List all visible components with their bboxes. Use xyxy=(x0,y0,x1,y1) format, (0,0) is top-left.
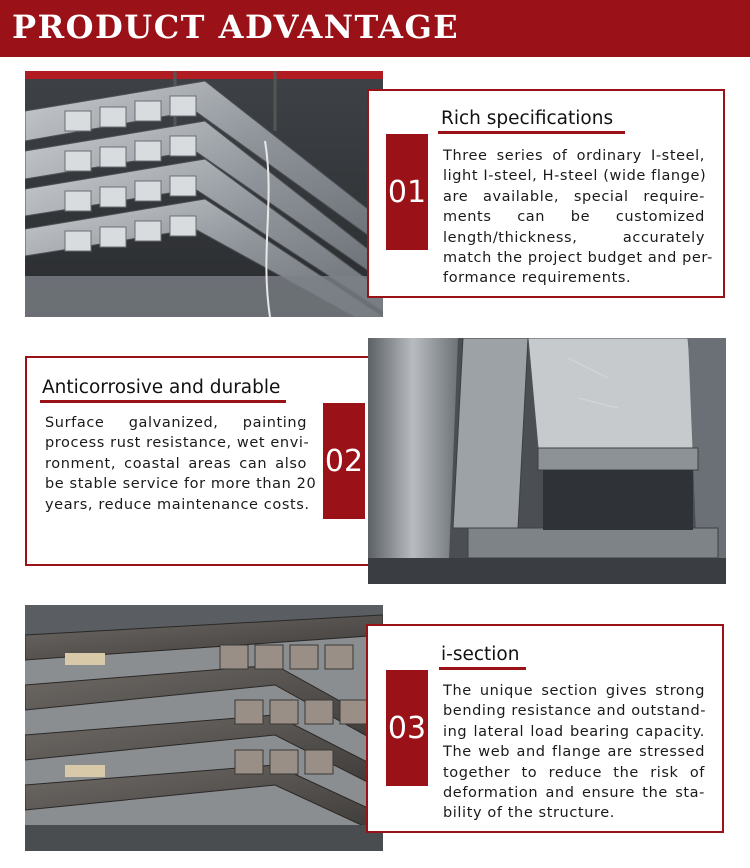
steel-beams-photo-1 xyxy=(25,71,383,317)
body-line: years, reduce maintenance costs. xyxy=(45,496,310,513)
page-title: PRODUCT ADVANTAGE xyxy=(12,8,460,46)
body-line: match the project budget and per- xyxy=(443,250,713,267)
feature-body-1 xyxy=(443,146,713,289)
feature-heading-2: Anticorrosive and durable xyxy=(42,377,281,398)
heading-underline-2 xyxy=(40,400,286,403)
body-line: bility of the structure. xyxy=(443,805,615,822)
body-line: ments can be customized xyxy=(443,209,705,226)
body-line: Three series of ordinary I-steel, xyxy=(443,148,705,164)
heading-underline-1 xyxy=(438,131,625,134)
feature-heading-1: Rich specifications xyxy=(441,108,614,129)
feature-heading-3: i-section xyxy=(441,644,520,665)
body-line: be stable service for more than 20 xyxy=(45,476,317,493)
body-line: ronment, coastal areas can also xyxy=(45,455,307,472)
body-line: deformation and ensure the sta- xyxy=(443,785,705,802)
feature-body-3 xyxy=(443,681,705,824)
body-line: length/thickness, accurately xyxy=(443,229,705,246)
feature-number-3: 03 xyxy=(386,670,428,786)
body-line: The web and flange are stressed xyxy=(443,744,705,761)
steel-beams-photo-3 xyxy=(25,605,383,851)
heading-underline-3 xyxy=(439,667,526,670)
body-line: light I-steel, H-steel (wide flange) xyxy=(443,168,707,185)
body-line: The unique section gives strong xyxy=(443,683,705,699)
body-line: Surface galvanized, painting xyxy=(45,415,307,431)
header-banner xyxy=(0,0,750,57)
feature-number-2: 02 xyxy=(323,403,365,519)
steel-beams-photo-2 xyxy=(368,338,726,584)
body-line: together to reduce the risk of xyxy=(443,764,705,781)
body-line: ing lateral load bearing capacity. xyxy=(443,723,705,740)
feature-number-1: 01 xyxy=(386,134,428,250)
body-line: process rust resistance, wet envi- xyxy=(45,435,310,452)
body-line: are available, special require- xyxy=(443,188,705,205)
body-line: formance requirements. xyxy=(443,270,632,287)
body-line: bending resistance and outstand- xyxy=(443,703,707,720)
feature-body-2 xyxy=(45,413,317,515)
